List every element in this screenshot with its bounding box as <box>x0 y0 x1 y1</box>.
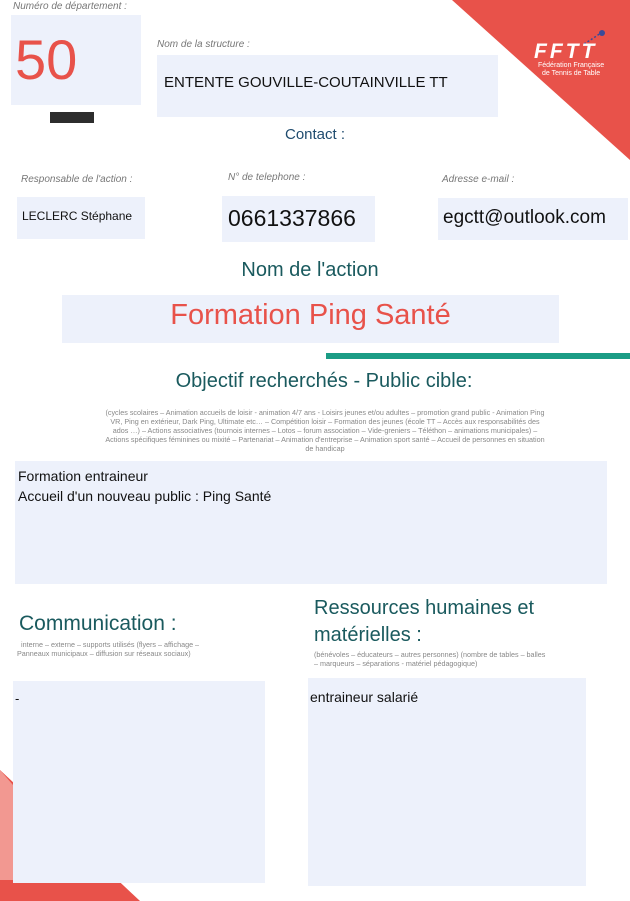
objectif-desc-line: Actions spécifiques féminines ou mixité – Partenariat – Animation d'entreprise – Animation sport santé – Accueil de personnes en situation <box>105 435 545 444</box>
teal-divider <box>326 353 630 359</box>
objectif-value-line-2: Accueil d'un nouveau public : Ping Santé <box>18 488 272 504</box>
objectif-desc-line: de handicap <box>305 444 345 453</box>
communication-description <box>17 640 287 658</box>
structure-label: Nom de la structure : <box>157 39 250 50</box>
dept-label: Numéro de département : <box>13 1 127 12</box>
phone-field[interactable] <box>222 196 375 242</box>
action-title: Nom de l'action <box>241 259 379 281</box>
dept-number: 50 <box>15 28 78 91</box>
objectif-description <box>40 408 610 453</box>
objectif-field[interactable] <box>15 461 607 584</box>
ressources-field[interactable] <box>308 678 586 886</box>
phone-value: 0661337866 <box>228 205 356 231</box>
ressources-title-line-2: matérielles : <box>314 624 422 646</box>
ressources-value: entraineur salarié <box>310 689 419 705</box>
dept-bar <box>50 112 94 123</box>
communication-desc-line-2: Panneaux municipaux – diffusion sur réseaux sociaux) <box>17 649 191 658</box>
objectif-desc-line: (cycles scolaires – Animation accueils de loisir - animation 4/7 ans - Loisirs jeunes et/ou adultes – promotion grand public - Animation Ping <box>105 408 545 417</box>
communication-value: - <box>15 691 20 706</box>
logo-subtitle-1: Fédération Française <box>538 62 605 69</box>
objectif-title: Objectif recherchés - Public cible: <box>175 370 473 392</box>
email-field[interactable] <box>438 198 628 240</box>
objectif-desc-line: ados …) – Actions associatives (tournois internes – Lotos – forum association – Vide-greniers – Téléthon – animations municipales) – <box>112 426 538 435</box>
objectif-desc-line: VR, Ping en extérieur, Dark Ping, Ultimate etc… – Compétition loisir – Formation des jeunes (école TT – Accès aux responsabilités des <box>110 417 540 426</box>
structure-name: ENTENTE GOUVILLE-COUTAINVILLE TT <box>164 74 448 91</box>
phone-label: N° de telephone : <box>228 172 306 183</box>
fftt-logo <box>528 28 624 88</box>
email-label: Adresse e-mail : <box>442 174 515 185</box>
ressources-description <box>314 650 624 668</box>
ressources-desc-line-2: – marqueurs – séparations - matériel pédagogique) <box>314 659 478 668</box>
logo-text: FFTT <box>534 40 598 63</box>
responsable-value: LECLERC Stéphane <box>22 209 133 223</box>
contact-title: Contact : <box>284 126 346 143</box>
logo-subtitle-2: de Tennis de Table <box>542 70 601 77</box>
dept-number-field[interactable] <box>11 15 141 105</box>
objectif-value-line-1: Formation entraineur <box>18 468 148 484</box>
structure-name-field[interactable] <box>157 55 498 117</box>
action-name: Formation Ping Santé <box>170 299 451 331</box>
ressources-desc-line-1: (bénévoles – éducateurs – autres personnes) (nombre de tables – balles <box>314 650 546 659</box>
communication-desc-line-1: interne – externe – supports utilisés (flyers – affichage – <box>21 640 200 649</box>
responsable-label: Responsable de l'action : <box>21 174 133 185</box>
ressources-title-line-1: Ressources humaines et <box>314 597 535 619</box>
responsable-field[interactable] <box>17 197 145 239</box>
action-name-field[interactable] <box>62 295 559 343</box>
communication-field[interactable] <box>13 681 265 883</box>
email-value: egctt@outlook.com <box>443 207 606 228</box>
communication-title: Communication : <box>19 612 177 635</box>
